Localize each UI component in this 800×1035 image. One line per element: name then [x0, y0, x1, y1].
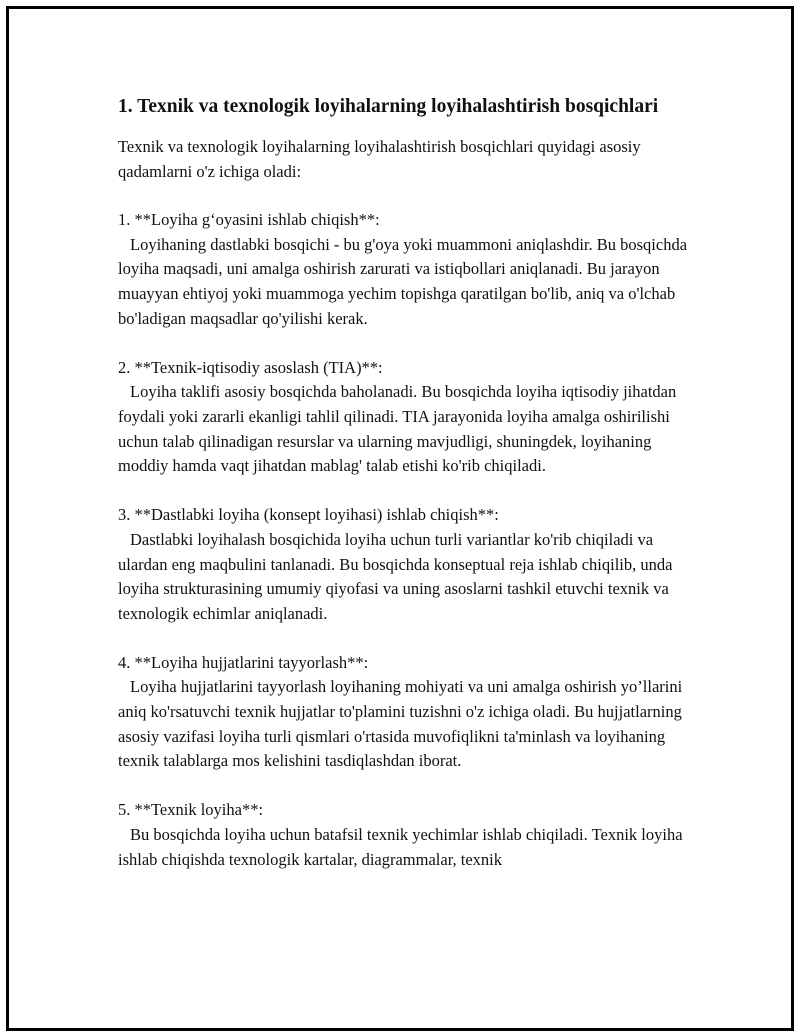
section-heading: 3. **Dastlabki loyiha (konsept loyihasi) ishlab chiqish**: [118, 505, 499, 525]
section-heading: 1. **Loyiha g‘oyasini ishlab chiqish**: [118, 210, 380, 230]
section-body: Loyihaning dastlabki bosqichi - bu g'oya yoki muammoni aniqlashdir. Bu bosqichda loyiha maqsadi, uni amalga oshirish zarurati va istiqbollari aniqlanadi. Bu jarayon muayyan ehtiyoj yoki muammoga yechim topishga qaratilgan bo'lib, aniq va o'lchab bo'ladigan maqsadlar qo'yilishi kerak. [118, 234, 688, 328]
document-body [118, 94, 688, 897]
intro-paragraph: Texnik va texnologik loyihalarning loyihalashtirish bosqichlari quyidagi asosiy qadamlarni o'z ichiga oladi: [118, 137, 641, 181]
section-2 [118, 356, 688, 479]
section-body: Loyiha taklifi asosiy bosqichda baholanadi. Bu bosqichda loyiha iqtisodiy jihatdan foydali yoki zararli ekanligi tahlil qilinadi. TIA jarayonida loyiha amalga oshirilishi uchun talab qilinadigan resurslar va ularning mavjudligi, shuningdek, loyihaning moddiy hamda vaqt jihatdan mablag' talab etishi ko'rib chiqiladi. [118, 382, 677, 476]
section-3 [118, 503, 688, 626]
section-1 [118, 208, 688, 331]
section-heading: 5. **Texnik loyiha**: [118, 800, 264, 820]
document-title: 1. Texnik va texnologik loyihalarning loyihalashtirish bosqichlari [118, 96, 659, 117]
section-heading: 4. **Loyiha hujjatlarini tayyorlash**: [118, 652, 369, 672]
section-body: Bu bosqichda loyiha uchun batafsil texnik yechimlar ishlab chiqiladi. Texnik loyiha ishlab chiqishda texnologik kartalar, diagrammalar, texnik [118, 825, 683, 869]
section-5 [118, 798, 688, 872]
section-body: Dastlabki loyihalash bosqichida loyiha uchun turli variantlar ko'rib chiqiladi va ulardan eng maqbulini tanlanadi. Bu bosqichda konseptual reja ishlab chiqilib, unda loyiha strukturasining umumiy qiyofasi va uning asoslarni tashkil etuvchi texnik va texnologik echimlar aniqlanadi. [118, 529, 673, 623]
section-heading: 2. **Texnik-iqtisodiy asoslash (TIA)**: [118, 357, 383, 377]
section-body: Loyiha hujjatlarini tayyorlash loyihaning mohiyati va uni amalga oshirish yo’llarini aniq ko'rsatuvchi texnik hujjatlar to'plamini tuzishni o'z ichiga oladi. Bu hujjatlarning asosiy vazifasi loyiha turli qismlari o'rtasida muvofiqlikni ta'minlash va loyihaning texnik talablarga mos kelishini tasdiqlashdan iborat. [118, 677, 683, 771]
section-4 [118, 651, 688, 774]
